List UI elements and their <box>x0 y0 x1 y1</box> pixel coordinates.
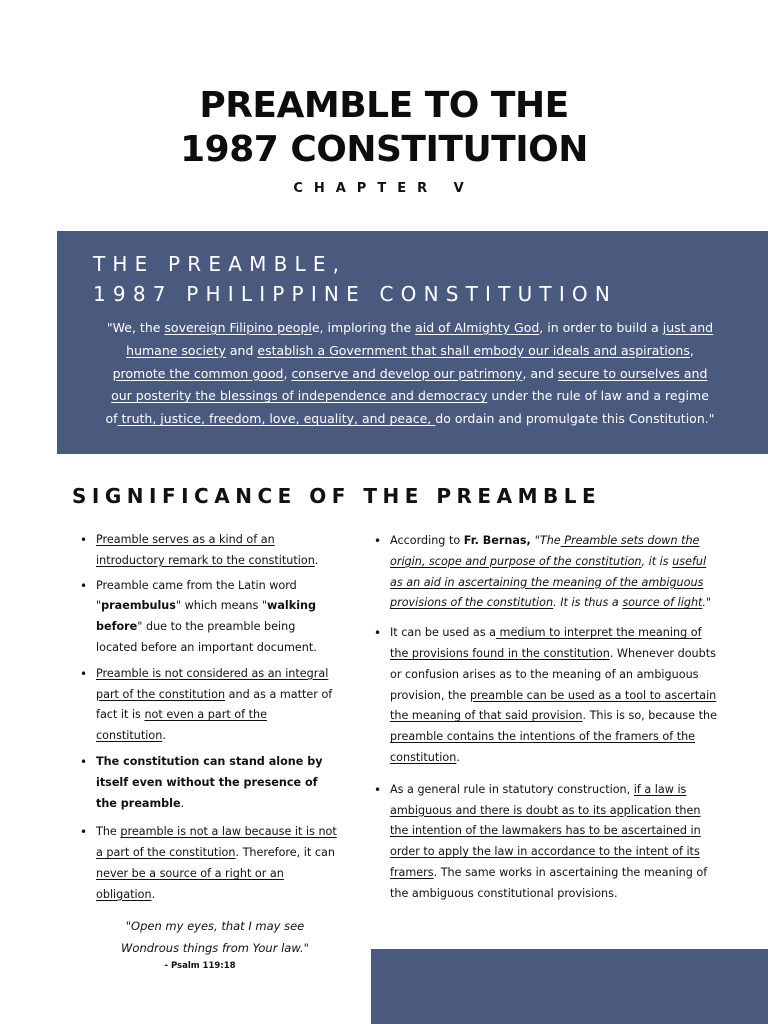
preamble-text-segment: , <box>689 342 694 358</box>
page-title-line-1: PREAMBLE TO THE <box>199 85 569 126</box>
footer-band <box>371 949 768 1024</box>
significance-list-item <box>78 664 340 747</box>
significance-item-text: preamble contains the intentions of the framers of the constitution <box>390 730 696 764</box>
preamble-band <box>57 231 768 454</box>
preamble-text-segment: "We, the <box>106 320 165 335</box>
significance-item-text: . Therefore, it can <box>235 846 335 860</box>
bullet-icon: • <box>80 754 88 769</box>
significance-item-text: if a law is ambiguous and there is doubt as to its application then the intention of the lawmakers has to be ascertained in order to apply the law in accordance to the intent of its framers <box>390 782 701 879</box>
preamble-text-segment: , <box>283 365 292 381</box>
bullet-icon: • <box>80 825 88 840</box>
bullet-icon: • <box>374 534 382 548</box>
preamble-underlined-phrase: establish a Government that shall embody our ideals and aspirations <box>257 342 690 358</box>
significance-item-text: . <box>314 553 319 567</box>
chapter-label: CHAPTER V <box>293 181 475 196</box>
preamble-text <box>105 317 715 431</box>
page-title <box>0 84 768 172</box>
preamble-band-title <box>93 249 617 309</box>
significance-right-column <box>372 531 718 905</box>
significance-list-item <box>372 531 718 614</box>
significance-list-item <box>78 530 340 572</box>
significance-list-item <box>372 623 718 769</box>
significance-list-item <box>78 576 340 659</box>
preamble-underlined-phrase: sovereign Filipino peopl <box>164 320 312 335</box>
preamble-underlined-phrase: promote the common good <box>112 365 284 381</box>
significance-item-text: , it is <box>641 554 673 568</box>
bullet-icon: • <box>80 533 88 547</box>
bible-verse-citation: - Psalm 119:18 <box>164 961 236 971</box>
significance-item-text: . <box>162 729 166 743</box>
significance-item-text: As a general rule in statutory construction, <box>390 782 634 796</box>
significance-item-text: Preamble serves as a kind of an introductory remark to the constitution <box>96 533 315 567</box>
significance-item-text: The <box>96 825 121 839</box>
significance-item-text: " which means " <box>175 599 268 613</box>
preamble-underlined-phrase: just and humane society <box>126 320 714 358</box>
significance-item-text: Preamble came from the Latin word " <box>96 578 297 613</box>
significance-heading: SIGNIFICANCE OF THE PREAMBLE <box>72 484 602 508</box>
significance-list-item <box>78 752 340 814</box>
significance-item-text: . The same works in ascertaining the meaning of the ambiguous constitutional provisions. <box>390 865 708 900</box>
bible-verse-line-2: Wondrous things from Your law." <box>121 941 309 955</box>
significance-item-text: source of light <box>622 596 703 610</box>
significance-item-text: Fr. Bernas, <box>463 534 535 547</box>
significance-item-text: . <box>180 796 185 810</box>
bullet-icon: • <box>374 782 382 797</box>
significance-item-text: never be a source of a right or an obligation <box>96 866 284 901</box>
page-title-line-2: 1987 CONSTITUTION <box>180 129 588 170</box>
bullet-icon: • <box>374 626 382 641</box>
significance-item-text: . This is so, because the <box>582 709 717 723</box>
significance-item-text: not even a part of the constitution <box>96 708 267 743</box>
preamble-text-segment: , and <box>522 365 558 381</box>
preamble-text-segment: and <box>225 342 258 358</box>
bible-verse <box>90 915 340 959</box>
significance-item-text: useful as an aid in ascertaining the meaning of the ambiguous provisions of the constitution <box>390 554 707 610</box>
preamble-underlined-phrase: aid of Almighty God <box>415 320 540 335</box>
significance-item-text: . It is thus a <box>553 596 623 610</box>
significance-list-item <box>78 822 340 905</box>
significance-item-text: "The <box>534 534 561 547</box>
preamble-underlined-phrase: secure to ourselves and our posterity the blessings of independence and democracy <box>111 365 708 404</box>
preamble-underlined-phrase: truth, justice, freedom, love, equality, and peace, <box>117 411 436 427</box>
preamble-text-segment: under the rule of law and a regime of <box>105 388 709 427</box>
significance-item-text: . <box>151 887 156 901</box>
significance-item-text: Preamble sets down the origin, scope and purpose of the constitution <box>390 534 700 568</box>
significance-item-text: . <box>456 750 460 764</box>
significance-item-text: preamble can be used as a tool to ascertain the meaning of that said provision <box>390 688 717 723</box>
bullet-icon: • <box>80 578 88 593</box>
preamble-text-segment: , in order to build a <box>539 320 663 335</box>
significance-item-text: . Whenever doubts or confusion arises as to the meaning of an ambiguous provision, the <box>390 646 716 702</box>
preamble-underlined-phrase: conserve and develop our patrimony <box>291 365 523 381</box>
bullet-icon: • <box>80 666 88 681</box>
significance-item-text: Preamble is not considered as an integral part of the constitution <box>96 666 329 701</box>
significance-left-column <box>78 530 340 906</box>
significance-item-text: walking before <box>96 599 316 634</box>
significance-item-text: ." <box>702 596 712 610</box>
significance-item-text: and as a matter of fact it is <box>96 687 333 722</box>
significance-item-text: praembulus <box>101 599 176 613</box>
preamble-text-segment: do ordain and promulgate this Constitution." <box>435 411 715 427</box>
significance-item-text: It can be used as a <box>390 626 496 640</box>
significance-item-text: According to <box>390 534 464 547</box>
bible-verse-line-1: "Open my eyes, that I may see <box>125 919 305 933</box>
significance-item-text: preamble is not a law because it is not a part of the constitution <box>96 825 337 860</box>
preamble-band-title-line-2: 1987 PHILIPPINE CONSTITUTION <box>93 282 618 306</box>
significance-item-text: The constitution can stand alone by itself even without the presence of the preamble <box>96 754 323 810</box>
significance-item-text: medium to interpret the meaning of the provisions found in the constitution <box>390 626 702 660</box>
significance-item-text: " due to the preamble being located before an important document. <box>96 620 317 654</box>
preamble-band-title-line-1: THE PREAMBLE, <box>93 252 347 276</box>
significance-list-item <box>372 780 718 905</box>
preamble-text-segment: e, imploring the <box>311 320 416 335</box>
